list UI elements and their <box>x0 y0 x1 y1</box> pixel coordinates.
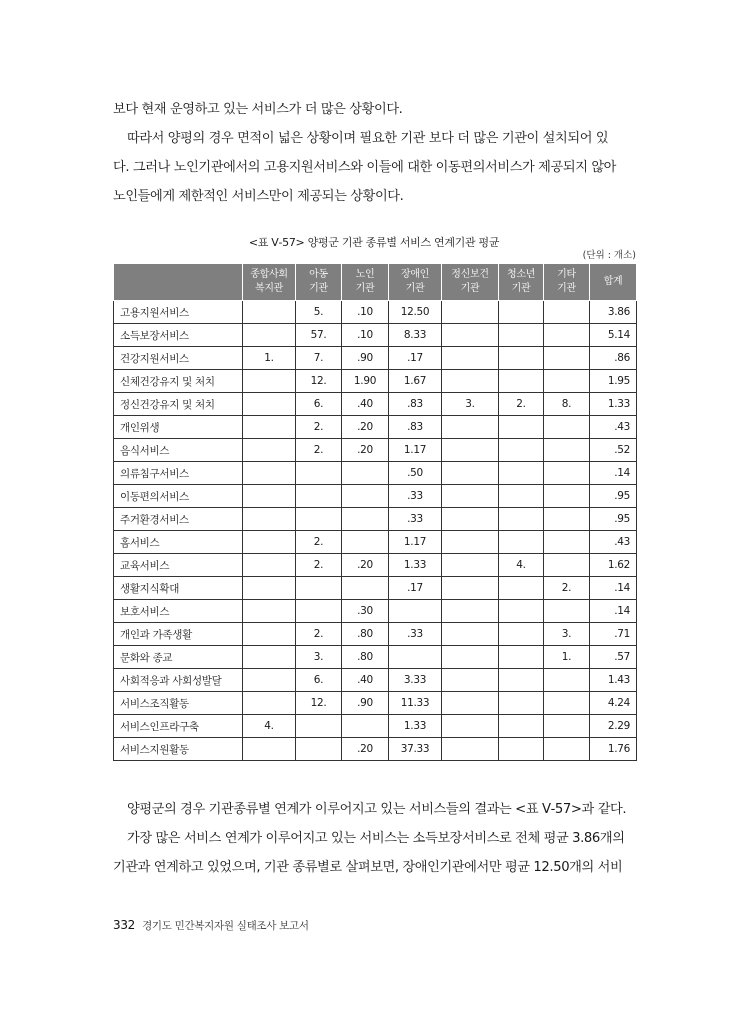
value-cell <box>342 508 389 531</box>
value-cell <box>296 508 342 531</box>
value-cell <box>544 554 590 577</box>
value-cell <box>442 416 499 439</box>
row-label: 서비스지원활동 <box>114 738 243 761</box>
value-cell <box>243 692 296 715</box>
value-cell <box>544 301 590 324</box>
value-cell <box>499 692 544 715</box>
row-label: 음식서비스 <box>114 439 243 462</box>
value-cell: 11.33 <box>389 692 442 715</box>
row-label: 홈서비스 <box>114 531 243 554</box>
value-cell: 3. <box>442 393 499 416</box>
text-line: 가장 많은 서비스 연계가 이루어지고 있는 서비스는 소득보장서비스로 전체 평균 3.86개의 <box>127 831 625 846</box>
table-row <box>114 439 637 462</box>
value-cell <box>442 508 499 531</box>
value-cell: 2. <box>296 439 342 462</box>
value-cell <box>296 715 342 738</box>
value-cell <box>499 462 544 485</box>
value-cell: .83 <box>389 393 442 416</box>
value-cell <box>442 531 499 554</box>
value-cell <box>243 531 296 554</box>
text-line: 보다 현재 운영하고 있는 서비스가 더 많은 상황이다. <box>113 102 403 117</box>
page-number: 332 <box>113 918 136 932</box>
row-label: 건강지원서비스 <box>114 347 243 370</box>
value-cell <box>243 439 296 462</box>
value-cell <box>544 669 590 692</box>
value-cell: 2. <box>296 623 342 646</box>
row-label: 서비스조직활동 <box>114 692 243 715</box>
value-cell <box>544 462 590 485</box>
header-cell-blank <box>114 264 243 301</box>
value-cell: .17 <box>389 347 442 370</box>
value-cell: 2. <box>499 393 544 416</box>
column-header: 합계 <box>590 264 637 301</box>
column-header: 청소년 기관 <box>499 264 544 301</box>
row-label: 교육서비스 <box>114 554 243 577</box>
value-cell <box>389 600 442 623</box>
text-line: 따라서 양평의 경우 면적이 넓은 상황이며 필요한 기관 보다 더 많은 기관이 설치되어 있 <box>127 131 609 146</box>
value-cell: 1.90 <box>342 370 389 393</box>
value-cell: .20 <box>342 416 389 439</box>
value-cell: .83 <box>389 416 442 439</box>
value-cell: 2. <box>296 554 342 577</box>
value-cell: 8. <box>544 393 590 416</box>
table-row <box>114 738 637 761</box>
row-label: 개인과 가족생활 <box>114 623 243 646</box>
value-cell: 4. <box>243 715 296 738</box>
value-cell <box>499 439 544 462</box>
table-row <box>114 669 637 692</box>
value-cell <box>499 577 544 600</box>
row-label: 개인위생 <box>114 416 243 439</box>
column-header: 장애인 기관 <box>389 264 442 301</box>
value-cell: .17 <box>389 577 442 600</box>
value-cell <box>243 646 296 669</box>
value-cell <box>544 715 590 738</box>
value-cell <box>243 324 296 347</box>
table-row <box>114 485 637 508</box>
page-footer <box>113 918 309 933</box>
table-row <box>114 462 637 485</box>
value-cell: 7. <box>296 347 342 370</box>
column-header: 노인 기관 <box>342 264 389 301</box>
value-cell: 5.14 <box>590 324 637 347</box>
value-cell: 1.95 <box>590 370 637 393</box>
value-cell: 6. <box>296 669 342 692</box>
value-cell: .95 <box>590 508 637 531</box>
value-cell: .95 <box>590 485 637 508</box>
value-cell: .33 <box>389 623 442 646</box>
value-cell <box>544 347 590 370</box>
value-cell: 1. <box>243 347 296 370</box>
table-row <box>114 692 637 715</box>
value-cell: 1.33 <box>590 393 637 416</box>
value-cell <box>544 370 590 393</box>
table-row <box>114 600 637 623</box>
value-cell: .14 <box>590 577 637 600</box>
table-row <box>114 301 637 324</box>
table-body <box>114 301 637 761</box>
value-cell <box>442 646 499 669</box>
value-cell: .90 <box>342 347 389 370</box>
value-cell: .40 <box>342 393 389 416</box>
value-cell <box>243 462 296 485</box>
value-cell: .80 <box>342 623 389 646</box>
row-label: 보호서비스 <box>114 600 243 623</box>
value-cell <box>499 600 544 623</box>
value-cell <box>442 554 499 577</box>
table-row <box>114 577 637 600</box>
value-cell <box>544 508 590 531</box>
value-cell <box>544 600 590 623</box>
value-cell <box>342 462 389 485</box>
row-label: 문화와 종교 <box>114 646 243 669</box>
value-cell <box>296 462 342 485</box>
value-cell <box>296 577 342 600</box>
table-caption: <표 Ⅴ-57> 양평군 기관 종류별 서비스 연계기관 평균 <box>248 236 500 249</box>
value-cell <box>442 623 499 646</box>
value-cell <box>544 738 590 761</box>
value-cell: 1.67 <box>389 370 442 393</box>
value-cell <box>342 715 389 738</box>
value-cell <box>442 324 499 347</box>
value-cell <box>442 669 499 692</box>
value-cell: .80 <box>342 646 389 669</box>
table-row <box>114 370 637 393</box>
value-cell <box>499 301 544 324</box>
value-cell: .90 <box>342 692 389 715</box>
value-cell: 1.33 <box>389 554 442 577</box>
value-cell <box>544 416 590 439</box>
value-cell <box>342 531 389 554</box>
value-cell: 4. <box>499 554 544 577</box>
value-cell: 3. <box>544 623 590 646</box>
value-cell: 8.33 <box>389 324 442 347</box>
value-cell: 57. <box>296 324 342 347</box>
value-cell <box>243 485 296 508</box>
value-cell: .20 <box>342 439 389 462</box>
value-cell: 6. <box>296 393 342 416</box>
value-cell <box>442 485 499 508</box>
value-cell: .57 <box>590 646 637 669</box>
text-line: 양평군의 경우 기관종류별 연계가 이루어지고 있는 서비스들의 결과는 <표 Ⅴ-57>과 같다. <box>127 802 627 817</box>
value-cell: 1.43 <box>590 669 637 692</box>
value-cell <box>499 485 544 508</box>
table-unit-note: (단위 : 개소) <box>582 250 636 261</box>
value-cell <box>243 416 296 439</box>
value-cell: .14 <box>590 600 637 623</box>
table-row <box>114 324 637 347</box>
row-label: 이동편의서비스 <box>114 485 243 508</box>
value-cell: .43 <box>590 531 637 554</box>
text-line: 다. 그러나 노인기관에서의 고용지원서비스와 이들에 대한 이동편의서비스가 제공되지 않아 <box>113 160 617 175</box>
value-cell: .20 <box>342 554 389 577</box>
value-cell <box>442 347 499 370</box>
row-label: 정신건강유지 및 처치 <box>114 393 243 416</box>
value-cell <box>296 485 342 508</box>
value-cell: .86 <box>590 347 637 370</box>
value-cell <box>442 301 499 324</box>
value-cell <box>442 600 499 623</box>
report-title: 경기도 민간복지자원 실태조사 보고서 <box>142 920 309 932</box>
value-cell <box>243 600 296 623</box>
value-cell: .40 <box>342 669 389 692</box>
body-paragraph-bottom <box>113 795 638 882</box>
value-cell <box>499 508 544 531</box>
value-cell <box>544 692 590 715</box>
body-paragraph-top <box>113 95 638 211</box>
value-cell: 12.50 <box>389 301 442 324</box>
value-cell: .30 <box>342 600 389 623</box>
value-cell <box>442 439 499 462</box>
row-label: 의류침구서비스 <box>114 462 243 485</box>
column-header: 아동 기관 <box>296 264 342 301</box>
row-label: 신체건강유지 및 처치 <box>114 370 243 393</box>
value-cell: .33 <box>389 508 442 531</box>
value-cell: 3.33 <box>389 669 442 692</box>
table-row <box>114 554 637 577</box>
value-cell: 1.17 <box>389 531 442 554</box>
value-cell: .43 <box>590 416 637 439</box>
value-cell: .52 <box>590 439 637 462</box>
value-cell <box>442 692 499 715</box>
value-cell <box>442 462 499 485</box>
table-row <box>114 416 637 439</box>
value-cell <box>499 324 544 347</box>
value-cell <box>499 347 544 370</box>
value-cell: 12. <box>296 692 342 715</box>
value-cell <box>442 370 499 393</box>
column-header: 종합사회 복지관 <box>243 264 296 301</box>
row-label: 사회적응과 사회성발달 <box>114 669 243 692</box>
column-header: 정신보건 기관 <box>442 264 499 301</box>
value-cell <box>296 600 342 623</box>
value-cell: .10 <box>342 301 389 324</box>
value-cell <box>499 738 544 761</box>
value-cell: 1.76 <box>590 738 637 761</box>
value-cell: .14 <box>590 462 637 485</box>
value-cell: 12. <box>296 370 342 393</box>
row-label: 서비스인프라구축 <box>114 715 243 738</box>
value-cell <box>442 577 499 600</box>
value-cell: .71 <box>590 623 637 646</box>
value-cell: 1.17 <box>389 439 442 462</box>
value-cell <box>243 577 296 600</box>
value-cell <box>342 485 389 508</box>
value-cell <box>499 531 544 554</box>
table-row <box>114 508 637 531</box>
value-cell <box>389 646 442 669</box>
value-cell: 2.29 <box>590 715 637 738</box>
value-cell <box>544 531 590 554</box>
value-cell <box>243 623 296 646</box>
value-cell <box>499 623 544 646</box>
value-cell <box>499 370 544 393</box>
value-cell <box>243 370 296 393</box>
table-row <box>114 715 637 738</box>
table-row <box>114 531 637 554</box>
table-row <box>114 646 637 669</box>
value-cell: 4.24 <box>590 692 637 715</box>
value-cell: .33 <box>389 485 442 508</box>
value-cell <box>499 646 544 669</box>
value-cell <box>442 715 499 738</box>
column-header: 기타 기관 <box>544 264 590 301</box>
table-row <box>114 393 637 416</box>
value-cell: .50 <box>389 462 442 485</box>
value-cell <box>243 669 296 692</box>
value-cell <box>499 416 544 439</box>
value-cell: 3.86 <box>590 301 637 324</box>
value-cell: .20 <box>342 738 389 761</box>
value-cell: .10 <box>342 324 389 347</box>
value-cell: 3. <box>296 646 342 669</box>
value-cell <box>243 554 296 577</box>
value-cell: 1.62 <box>590 554 637 577</box>
value-cell <box>243 738 296 761</box>
value-cell: 1. <box>544 646 590 669</box>
value-cell: 2. <box>544 577 590 600</box>
row-label: 생활지식확대 <box>114 577 243 600</box>
value-cell <box>243 393 296 416</box>
row-label: 고용지원서비스 <box>114 301 243 324</box>
value-cell: 37.33 <box>389 738 442 761</box>
value-cell <box>243 508 296 531</box>
value-cell: 2. <box>296 416 342 439</box>
value-cell <box>243 301 296 324</box>
value-cell <box>499 669 544 692</box>
table-row <box>114 623 637 646</box>
text-line: 기관과 연계하고 있었으며, 기관 종류별로 살펴보면, 장애인기관에서만 평균 12.50개의 서비 <box>113 860 623 875</box>
value-cell <box>342 577 389 600</box>
table-header-row <box>114 264 637 301</box>
value-cell: 1.33 <box>389 715 442 738</box>
value-cell <box>544 485 590 508</box>
text-line: 노인들에게 제한적인 서비스만이 제공되는 상황이다. <box>113 189 404 204</box>
value-cell <box>544 324 590 347</box>
row-label: 소득보장서비스 <box>114 324 243 347</box>
value-cell <box>499 715 544 738</box>
value-cell <box>296 738 342 761</box>
service-linkage-table <box>113 263 637 761</box>
value-cell <box>544 439 590 462</box>
row-label: 주거환경서비스 <box>114 508 243 531</box>
value-cell <box>442 738 499 761</box>
value-cell: 5. <box>296 301 342 324</box>
value-cell: 2. <box>296 531 342 554</box>
table-row <box>114 347 637 370</box>
